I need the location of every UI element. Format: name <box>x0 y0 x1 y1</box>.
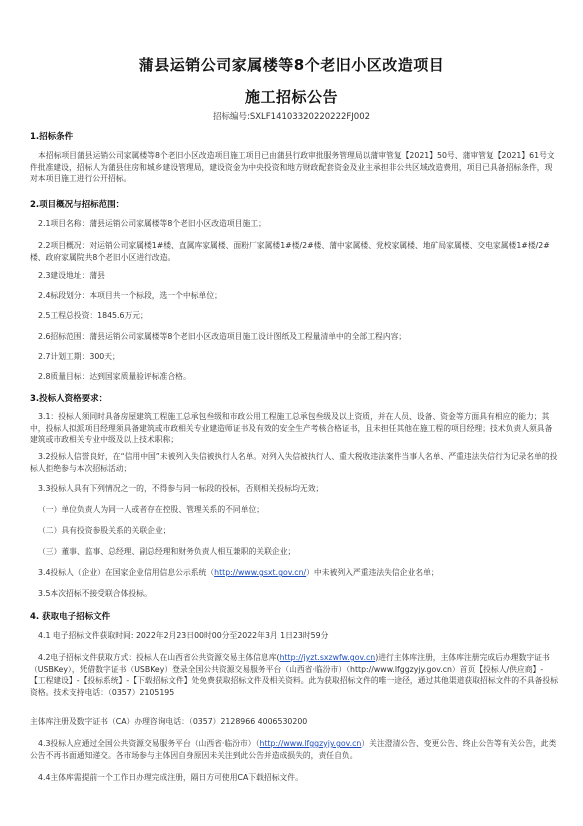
section-1-text: 本招标项目蒲县运销公司家属楼等8个老旧小区改造项目施工项目已由蒲县行政审批服务管理局以蒲审管复【2021】50号、蒲审管复【2021】61号文件批准建设，招标人为蒲县住房和城乡建设管理局，建设资金为中央投资和地方财政配套资金及业主承担非公共区域改造费用，项目已具备招标条件，现对本项目施工进行公开招标。 <box>30 151 555 183</box>
section-3-paragraph: 3.3投标人具有下列情况之一的，不得参与同一标段的投标，否则相关投标均无效； <box>38 484 324 493</box>
section-3-paragraph: 3.2投标人信誉良好，在“信用中国”未被列入失信被执行人名单。对列入失信被执行人、重大税收违法案件当事人名单、严重违法失信行为记录名单的投标人拒绝参与本次招标活动； <box>30 452 558 473</box>
section-2-item: 2.1项目名称：蒲县运销公司家属楼等8个老旧小区改造项目施工； <box>38 219 266 228</box>
section-2-item: 2.3建设地址：蒲县 <box>38 271 105 280</box>
section-3-heading: 3.投标人资格要求： <box>30 394 108 404</box>
section-4-paragraph: 主体库注册及数字证书（CA）办理咨询电话：（0357）2128966 4006530200 <box>30 717 308 726</box>
page-title: 蒲县运销公司家属楼等8个老旧小区改造项目 <box>138 56 445 74</box>
text-span: ）中未被列入严重违法失信企业名单； <box>306 568 439 577</box>
section-3-paragraph: （一）单位负责人为同一人或者存在控股、管理关系的不同单位； <box>38 505 265 514</box>
tender-code: 招标编号:SXLF14103320220222FJ002 <box>212 112 371 122</box>
section-1-heading: 1.招标条件 <box>30 132 74 142</box>
section-3-paragraph: （三）董事、监事、总经理、副总经理和财务负责人相互兼职的关联企业； <box>38 547 296 556</box>
section-4-paragraph: 4.1 电子招标文件获取时间: 2022年2月23日00时00分至2022年3月 1日23时59分 <box>38 631 329 640</box>
section-4-paragraph <box>30 652 558 698</box>
section-2-item: 2.5工程总投资：1845.6万元； <box>38 311 148 320</box>
text-span: )进行主体库注册，主体库注册完成后办理数字证书（USBKey），凭借数字证书（USBKey）登录全国公共资源交易服务平台（山西省·临汾市）（http://www.lfggzyjy.gov.cn）首页【投标人/供应商】-【工程建设】-【投标系统】-【下载招标文件】处免费获取招标文件及相关资料。此为获取招标文件的唯一途径，通过其他渠道获取招标文件的不具备投标资格。技术支持电话：（0357）2105195 <box>30 653 559 697</box>
section-2-item: 2.8质量目标：达到国家质量验评标准合格。 <box>38 372 191 381</box>
section-3-paragraph <box>30 567 558 579</box>
lfggzyjy-link[interactable]: http://www.lfggzyjy.gov.cn <box>259 739 362 748</box>
section-2-heading: 2.项目概况与招标范围： <box>30 200 125 210</box>
gsxt-link[interactable]: http://www.gsxt.gov.cn/ <box>214 568 307 577</box>
section-2-item: 2.6招标范围：蒲县运销公司家属楼等8个老旧小区改造项目施工设计图纸及工程量清单中的全部工程内容； <box>38 332 407 341</box>
page-subtitle: 施工招标公告 <box>244 88 338 106</box>
text-span: 3.4投标人（企业）在国家企业信用信息公示系统（ <box>38 568 215 577</box>
text-span: ）关注澄清公告、变更公告、终止公告等有关公告，此类公告不再书面通知递交。各市场参与主体因自身原因未关注到此公告并造成损失的，责任自负。 <box>30 739 557 760</box>
section-2-item: 2.4标段划分：本项目共一个标段，选一个中标单位； <box>38 291 222 300</box>
text-span: 4.2电子招标文件获取方式：投标人在山西省公共资源交易主体信息库( <box>38 653 280 662</box>
section-3-paragraph: 3.5本次招标不接受联合体投标。 <box>38 589 152 598</box>
section-4-paragraph <box>30 738 558 761</box>
section-4-paragraph: 4.4主体库需提前一个工作日办理完成注册，隔日方可使用CA下载招标文件。 <box>38 773 303 782</box>
text-span: 4.3投标人应通过全国公共资源交易服务平台（山西省·临汾市）（ <box>38 739 260 748</box>
section-4-heading: 4. 获取电子招标文件 <box>30 612 111 622</box>
section-3-paragraph: （二）具有投资参股关系的关联企业； <box>38 526 171 535</box>
jyzt-link[interactable]: http://jyzt.sxzwfw.gov.cn <box>279 653 376 662</box>
section-2-item: 2.7计划工期：300天； <box>38 352 120 361</box>
section-2-item: 2.2项目概况：对运销公司家属楼1#楼、直属库家属楼、面粉厂家属楼1#楼/2#楼、蒲中家属楼、党校家属楼、地矿局家属楼、交电家属楼1#楼/2#楼、政府家属院共8个老旧小区进行改造。 <box>30 241 550 262</box>
section-3-paragraph: 3.1：投标人须同时具备房屋建筑工程施工总承包叁级和市政公用工程施工总承包叁级及以上资质，并在人员、设备、资金等方面具有相应的能力；其中，投标人拟派项目经理须具备建筑或市政相关专业建造师证书及有效的安全生产考核合格证书，且未担任其他在施工程的项目经理；技术负责人须具备建筑或市政相关专业中级及以上技术职称； <box>30 412 553 444</box>
